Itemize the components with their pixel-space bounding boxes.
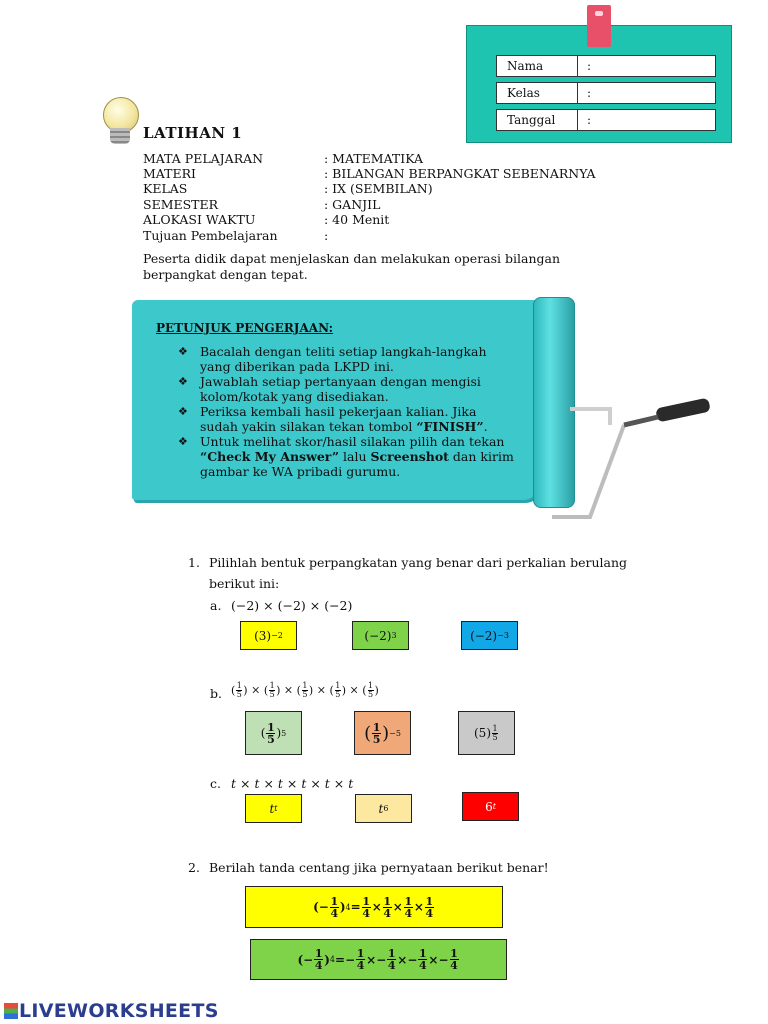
fraction-term: ( $\frac{1}{5}$ ) <box>362 681 379 699</box>
item-label: b. <box>210 686 222 701</box>
question-number: 2. <box>188 860 200 875</box>
meta-value: : GANJIL <box>324 197 381 212</box>
learning-objective: Peserta didik dapat menjelaskan dan melakukan operasi bilangan berpangkat dengan tepat. <box>143 251 561 282</box>
answer-option-a2[interactable]: (−2) 3 <box>352 621 409 650</box>
meta-label: SEMESTER <box>143 197 219 212</box>
diamond-bullet-icon: ❖ <box>178 435 188 448</box>
meta-value: : <box>324 228 329 243</box>
id-colon: : <box>587 59 592 73</box>
lightbulb-base <box>110 128 130 144</box>
meta-label: MATERI <box>143 166 196 181</box>
liveworksheets-logo: LIVEWORKSHEETS <box>4 1000 219 1022</box>
question-number: 1. <box>188 555 200 570</box>
meta-label: Tujuan Pembelajaran <box>143 228 278 243</box>
answer-option-c2[interactable]: t 6 <box>355 794 412 823</box>
meta-label: KELAS <box>143 181 188 196</box>
list-item: ❖ Periksa kembali hasil pekerjaan kalian. Jika sudah yakin silakan tekan tombol “FINISH”. <box>178 404 488 434</box>
id-row-nama <box>496 55 716 77</box>
fraction-term: ( $\frac{1}{5}$ ) <box>296 681 314 699</box>
item-expression: (−2) × (−2) × (−2) <box>231 598 353 613</box>
page-title: LATIHAN 1 <box>143 124 243 142</box>
meta-value: : BILANGAN BERPANGKAT SEBENARNYA <box>324 166 596 181</box>
answer-option-a1[interactable]: (3) −2 <box>240 621 297 650</box>
id-label: Tanggal <box>507 113 556 127</box>
item-expression: t × t × t × t × t × t <box>231 776 354 791</box>
diamond-bullet-icon: ❖ <box>178 405 188 418</box>
fraction-term: ( $\frac{1}{5}$ ) <box>329 681 347 699</box>
item-label: a. <box>210 598 222 613</box>
meta-value: : 40 Menit <box>324 212 390 227</box>
divider <box>577 56 578 76</box>
fraction-term: ( $\frac{1}{5}$ ) <box>263 681 281 699</box>
times-sign: × <box>247 683 264 697</box>
answer-option-c1[interactable]: t t <box>245 794 302 823</box>
id-colon: : <box>587 86 592 100</box>
list-item: ❖ Jawablah setiap pertanyaan dengan mengisi kolom/kotak yang disediakan. <box>178 374 481 404</box>
id-row-tanggal <box>496 109 716 131</box>
instructions-heading: PETUNJUK PENGERJAAN: <box>156 321 334 335</box>
answer-option-a3[interactable]: (−2) −3 <box>461 621 518 650</box>
question-text: Berilah tanda centang jika pernyataan berikut benar! <box>209 860 549 875</box>
meta-label: ALOKASI WAKTU <box>143 212 256 227</box>
id-row-kelas <box>496 82 716 104</box>
fraction-term: ( $\frac{1}{5}$ ) <box>231 681 248 699</box>
answer-option-b2[interactable]: ( 1 5 ) −5 <box>354 711 411 755</box>
instructions-list <box>178 344 518 479</box>
item-expression <box>231 682 379 699</box>
list-item: ❖ Untuk melihat skor/hasil silakan pilih dan tekan “Check My Answer” lalu Screenshot dan kirim gambar ke WA pribadi gurumu. <box>178 434 514 479</box>
paint-roller-handle-icon <box>540 395 720 525</box>
diamond-bullet-icon: ❖ <box>178 375 188 388</box>
statement-option-1[interactable]: (− 1 4 ) 4 = 1 4 × 1 4 × 1 4 × 1 4 <box>245 886 503 928</box>
badge-clip-hole <box>595 11 603 16</box>
answer-option-c3[interactable]: 6 t <box>462 792 519 821</box>
list-item: ❖ Bacalah dengan teliti setiap langkah-langkah yang diberikan pada LKPD ini. <box>178 344 487 374</box>
question-text: berikut ini: <box>209 576 280 591</box>
divider <box>577 110 578 130</box>
divider <box>577 83 578 103</box>
answer-option-b1[interactable]: ( 1 5 ) 5 <box>245 711 302 755</box>
id-colon: : <box>587 113 592 127</box>
question-text: Pilihlah bentuk perpangkatan yang benar dari perkalian berulang <box>209 555 627 570</box>
id-label: Kelas <box>507 86 540 100</box>
id-label: Nama <box>507 59 544 73</box>
times-sign: × <box>280 683 297 697</box>
meta-value: : IX (SEMBILAN) <box>324 181 433 196</box>
meta-label: MATA PELAJARAN <box>143 151 264 166</box>
statement-option-2[interactable]: (− 1 4 ) 4 = − 1 4 × − 1 4 × − 1 4 × − 1 4 <box>250 939 507 980</box>
times-sign: × <box>346 683 363 697</box>
times-sign: × <box>313 683 330 697</box>
diamond-bullet-icon: ❖ <box>178 345 188 358</box>
logo-icon <box>4 1003 18 1019</box>
item-label: c. <box>210 776 221 791</box>
answer-option-b3[interactable]: (5) $\frac{1}{5}$ <box>458 711 515 755</box>
meta-value: : MATEMATIKA <box>324 151 424 166</box>
